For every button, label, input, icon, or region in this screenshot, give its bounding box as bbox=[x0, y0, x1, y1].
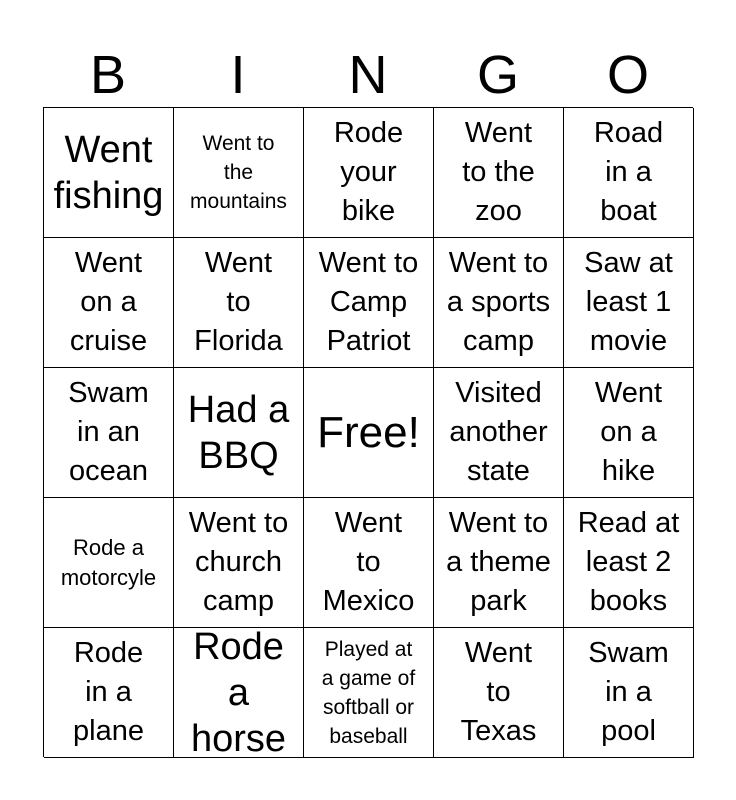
bingo-cell[interactable] bbox=[44, 368, 174, 498]
cell-text: Went to Mexico bbox=[322, 507, 415, 617]
free-space-text: Free! bbox=[317, 407, 420, 457]
cell-text: Road in a boat bbox=[593, 117, 664, 227]
bingo-cell[interactable] bbox=[564, 368, 694, 498]
cell-text: Went to Camp Patriot bbox=[318, 247, 419, 357]
bingo-cell[interactable] bbox=[304, 108, 434, 238]
bingo-cell[interactable] bbox=[174, 368, 304, 498]
bingo-grid bbox=[43, 107, 693, 757]
bingo-cell[interactable] bbox=[44, 108, 174, 238]
bingo-cell[interactable] bbox=[434, 238, 564, 368]
cell-text: Had a BBQ bbox=[187, 388, 290, 477]
cell-text: Visited another state bbox=[449, 377, 548, 487]
bingo-cell[interactable] bbox=[434, 498, 564, 628]
cell-text: Read at least 2 books bbox=[577, 507, 680, 617]
header-letter-g: G bbox=[476, 45, 519, 105]
cell-text: Went to the mountains bbox=[190, 132, 287, 213]
cell-text: Rode a motorcyle bbox=[60, 534, 157, 590]
bingo-cell[interactable] bbox=[564, 498, 694, 628]
cell-text: Went to a theme park bbox=[446, 507, 551, 617]
cell-text: Went on a hike bbox=[594, 377, 663, 487]
cell-text: Went on a cruise bbox=[69, 247, 148, 357]
bingo-cell[interactable] bbox=[44, 498, 174, 628]
bingo-cell[interactable] bbox=[174, 108, 304, 238]
cell-text: Saw at least 1 movie bbox=[584, 247, 673, 357]
bingo-cell[interactable] bbox=[564, 628, 694, 758]
bingo-header bbox=[43, 42, 693, 108]
bingo-cell[interactable] bbox=[434, 368, 564, 498]
header-letter-o: O bbox=[606, 45, 649, 105]
bingo-cell[interactable] bbox=[434, 628, 564, 758]
cell-text: Went to Florida bbox=[194, 247, 283, 357]
header-letter-i: I bbox=[230, 45, 246, 105]
bingo-cell[interactable] bbox=[174, 498, 304, 628]
cell-text: Went to the zoo bbox=[462, 117, 535, 227]
bingo-cell[interactable] bbox=[564, 238, 694, 368]
cell-text: Went fishing bbox=[53, 128, 164, 217]
bingo-cell[interactable] bbox=[434, 108, 564, 238]
cell-text: Rode in a plane bbox=[73, 637, 144, 747]
bingo-cell[interactable] bbox=[174, 628, 304, 758]
header-letter-b: B bbox=[89, 45, 127, 105]
cell-text: Swam in an ocean bbox=[68, 377, 149, 487]
bingo-cell[interactable] bbox=[304, 238, 434, 368]
bingo-cell[interactable] bbox=[44, 628, 174, 758]
cell-text: Went to Texas bbox=[460, 637, 537, 747]
cell-text: Went to church camp bbox=[188, 507, 289, 617]
cell-text: Rode a horse bbox=[190, 628, 287, 758]
cell-text: Went to a sports camp bbox=[446, 247, 551, 357]
cell-text: Played at a game of softball or baseball bbox=[321, 637, 416, 748]
bingo-cell[interactable] bbox=[304, 628, 434, 758]
bingo-cell[interactable] bbox=[304, 498, 434, 628]
header-letter-n: N bbox=[348, 45, 388, 105]
bingo-cell[interactable] bbox=[44, 238, 174, 368]
bingo-cell[interactable] bbox=[564, 108, 694, 238]
cell-text: Swam in a pool bbox=[588, 637, 669, 747]
free-space-cell[interactable] bbox=[304, 368, 434, 498]
cell-text: Rode your bike bbox=[333, 117, 404, 227]
bingo-cell[interactable] bbox=[174, 238, 304, 368]
